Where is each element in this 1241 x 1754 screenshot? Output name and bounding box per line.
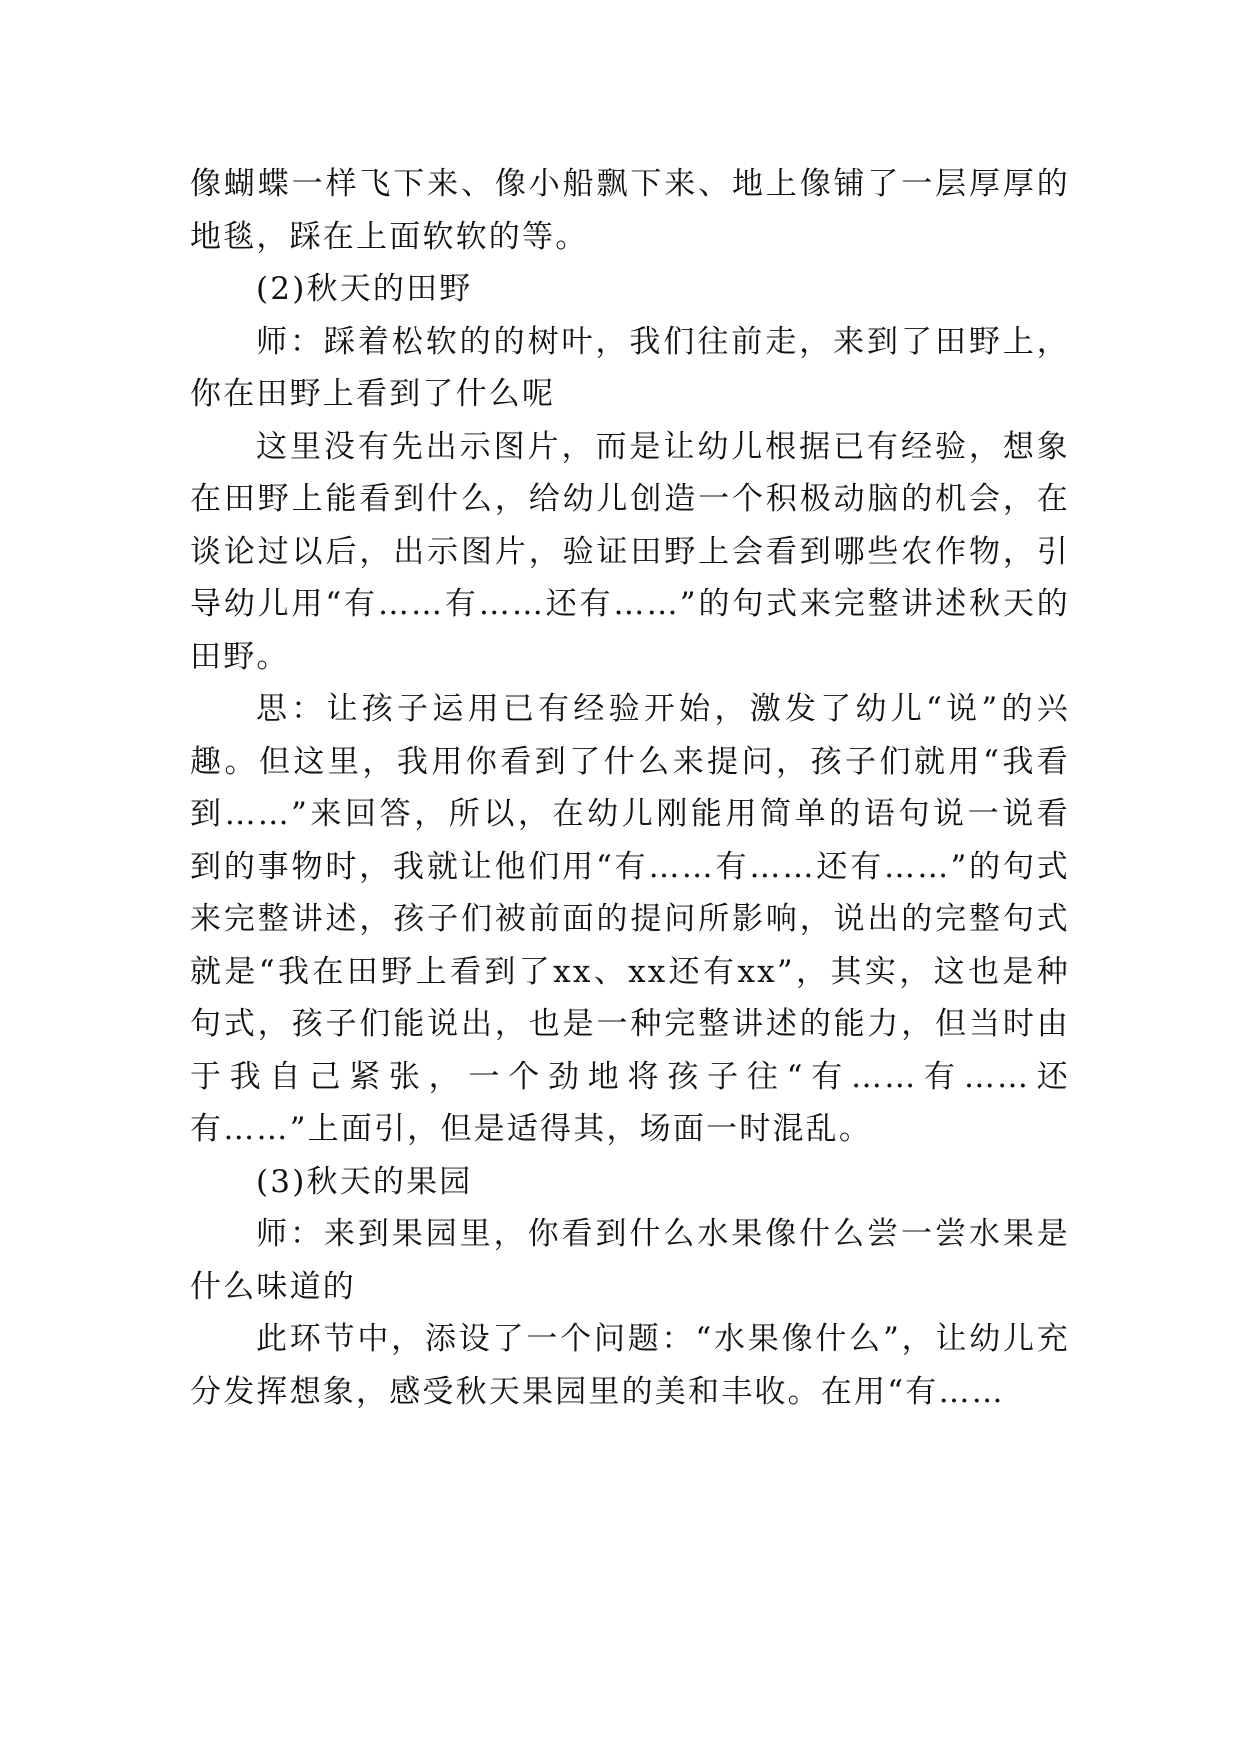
section-heading-autumn-fields: (2)秋天的田野: [256, 271, 473, 307]
paragraph-autumn-leaves-end: 像蝴蝶一样飞下来、像小船飘下来、地上像铺了一层厚厚的地毯，踩在上面软软的等。: [190, 166, 1070, 255]
document-body: [190, 158, 1070, 1418]
paragraph-teacher-orchard-question: 师：来到果园里，你看到什么水果像什么尝一尝水果是什么味道的: [190, 1216, 1070, 1305]
paragraph-fields-description: 这里没有先出示图片，而是让幼儿根据已有经验，想象在田野上能看到什么，给幼儿创造一个积极动脑的机会，在谈论过以后，出示图片，验证田野上会看到哪些农作物，引导幼儿用“有……有……还有……”的句式来完整讲述秋天的田野。: [190, 428, 1070, 675]
paragraph-teacher-fields-question: 师：踩着松软的的树叶，我们往前走，来到了田野上，你在田野上看到了什么呢: [190, 323, 1070, 412]
paragraph-reflection: 思：让孩子运用已有经验开始，激发了幼儿“说”的兴趣。但这里，我用你看到了什么来提问，孩子们就用“我看到……”来回答，所以，在幼儿刚能用简单的语句说一说看到的事物时，我就让他们用“有……有……还有……”的句式来完整讲述，孩子们被前面的提问所影响，说出的完整句式就是“我在田野上看到了xx、xx还有xx”，其实，这也是种句式，孩子们能说出，也是一种完整讲述的能力，但当时由于我自己紧张，一个劲地将孩子往“有……有……还有……”上面引，但是适得其，场面一时混乱。: [190, 691, 1070, 1147]
section-heading-autumn-orchard: (3)秋天的果园: [256, 1163, 473, 1200]
paragraph-orchard-description: 此环节中，添设了一个问题：“水果像什么”，让幼儿充分发挥想象，感受秋天果园里的美和丰收。在用“有……: [190, 1321, 1070, 1410]
